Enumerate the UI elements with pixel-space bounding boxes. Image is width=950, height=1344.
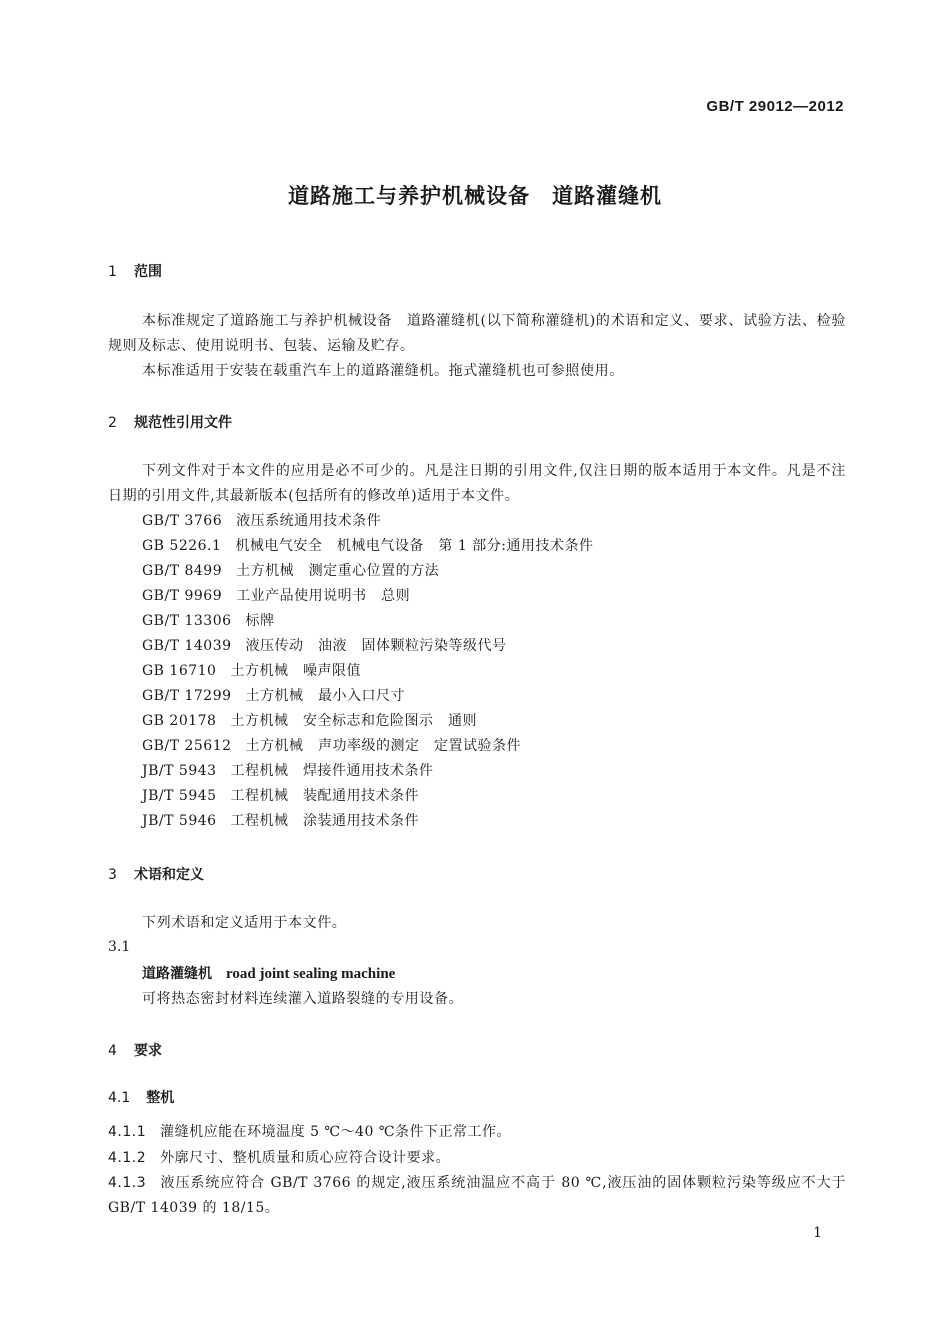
reference-item bbox=[142, 509, 381, 534]
clause-item bbox=[108, 1146, 846, 1171]
section-heading-4 bbox=[108, 1040, 162, 1060]
reference-title: 工业产品使用说明书 总则 bbox=[236, 588, 411, 604]
scope-paragraph-1: 本标准规定了道路施工与养护机械设备 道路灌缝机(以下简称灌缝机)的术语和定义、要求、试验方法、检验规则及标志、使用说明书、包装、运输及贮存。 bbox=[108, 313, 846, 354]
section-title: 规范性引用文件 bbox=[134, 415, 232, 431]
reference-item bbox=[142, 709, 477, 734]
section-number: 3 bbox=[108, 867, 117, 883]
section-title: 要求 bbox=[134, 1043, 162, 1059]
standard-code: GB/T 29012—2012 bbox=[706, 98, 844, 115]
document-title: 道路施工与养护机械设备 道路灌缝机 bbox=[288, 184, 662, 208]
clause-number: 4.1.1 bbox=[108, 1124, 147, 1140]
clause-item bbox=[108, 1171, 846, 1221]
reference-item bbox=[142, 584, 410, 609]
definition-number: 3.1 bbox=[108, 939, 131, 955]
reference-item bbox=[142, 634, 507, 659]
reference-code: GB/T 8499 bbox=[142, 563, 223, 579]
reference-title: 工程机械 涂装通用技术条件 bbox=[230, 813, 420, 829]
section-number: 2 bbox=[108, 415, 117, 431]
reference-item bbox=[142, 609, 275, 634]
clause-text: 灌缝机应能在环境温度 5 ℃～40 ℃条件下正常工作。 bbox=[160, 1124, 512, 1140]
reference-title: 工程机械 装配通用技术条件 bbox=[230, 788, 420, 804]
subsection-title: 整机 bbox=[146, 1090, 175, 1106]
reference-item bbox=[142, 809, 419, 834]
section-title: 术语和定义 bbox=[134, 867, 204, 883]
reference-title: 土方机械 测定重心位置的方法 bbox=[236, 563, 440, 579]
reference-item bbox=[142, 734, 521, 759]
scope-paragraph-2: 本标准适用于安装在载重汽车上的道路灌缝机。拖式灌缝机也可参照使用。 bbox=[142, 363, 624, 379]
reference-code: GB/T 3766 bbox=[142, 513, 223, 529]
section-heading-2 bbox=[108, 412, 232, 432]
definition-term bbox=[142, 963, 395, 983]
reference-item bbox=[142, 759, 434, 784]
subsection-heading bbox=[108, 1087, 174, 1107]
reference-title: 工程机械 焊接件通用技术条件 bbox=[230, 763, 434, 779]
reference-code: GB 5226.1 bbox=[142, 538, 222, 554]
section-heading-1 bbox=[108, 261, 162, 281]
reference-code: GB 16710 bbox=[142, 663, 217, 679]
term-english: road joint sealing machine bbox=[226, 966, 396, 982]
section-heading-3 bbox=[108, 864, 204, 884]
subsection-number: 4.1 bbox=[108, 1090, 131, 1106]
reference-title: 液压传动 油液 固体颗粒污染等级代号 bbox=[245, 638, 507, 654]
reference-item bbox=[142, 534, 593, 559]
reference-title: 土方机械 最小入口尺寸 bbox=[245, 688, 406, 704]
term-chinese: 道路灌缝机 bbox=[142, 966, 212, 982]
reference-code: JB/T 5943 bbox=[142, 763, 217, 779]
clause-number: 4.1.2 bbox=[108, 1150, 147, 1166]
reference-code: JB/T 5946 bbox=[142, 813, 217, 829]
reference-code: GB/T 17299 bbox=[142, 688, 232, 704]
reference-code: GB/T 13306 bbox=[142, 613, 232, 629]
reference-title: 标牌 bbox=[245, 613, 275, 629]
reference-title: 液压系统通用技术条件 bbox=[236, 513, 382, 529]
reference-item bbox=[142, 684, 405, 709]
reference-code: GB 20178 bbox=[142, 713, 217, 729]
clause-item bbox=[108, 1120, 846, 1145]
clause-text: 液压系统应符合 GB/T 3766 的规定,液压系统油温应不高于 80 ℃,液压油的固体颗粒污染等级应不大于 GB/T 14039 的 18/15。 bbox=[108, 1175, 846, 1216]
reference-title: 机械电气安全 机械电气设备 第 1 部分:通用技术条件 bbox=[235, 538, 594, 554]
section-number: 4 bbox=[108, 1043, 117, 1059]
reference-title: 土方机械 噪声限值 bbox=[230, 663, 361, 679]
clause-number: 4.1.3 bbox=[108, 1175, 147, 1191]
section-number: 1 bbox=[108, 264, 117, 280]
definition-text: 可将热态密封材料连续灌入道路裂缝的专用设备。 bbox=[142, 991, 464, 1007]
reference-code: GB/T 14039 bbox=[142, 638, 232, 654]
reference-item bbox=[142, 659, 361, 684]
reference-title: 土方机械 安全标志和危险图示 通则 bbox=[230, 713, 477, 729]
page-number: 1 bbox=[813, 1225, 822, 1241]
references-intro: 下列文件对于本文件的应用是必不可少的。凡是注日期的引用文件,仅注日期的版本适用于本文件。凡是不注日期的引用文件,其最新版本(包括所有的修改单)适用于本文件。 bbox=[108, 463, 846, 504]
reference-item bbox=[142, 559, 439, 584]
reference-title: 土方机械 声功率级的测定 定置试验条件 bbox=[245, 738, 522, 754]
clause-text: 外廓尺寸、整机质量和质心应符合设计要求。 bbox=[160, 1150, 451, 1166]
terms-intro: 下列术语和定义适用于本文件。 bbox=[142, 915, 347, 931]
reference-code: GB/T 9969 bbox=[142, 588, 223, 604]
section-title: 范围 bbox=[134, 264, 162, 280]
reference-code: GB/T 25612 bbox=[142, 738, 232, 754]
reference-item bbox=[142, 784, 419, 809]
reference-code: JB/T 5945 bbox=[142, 788, 217, 804]
